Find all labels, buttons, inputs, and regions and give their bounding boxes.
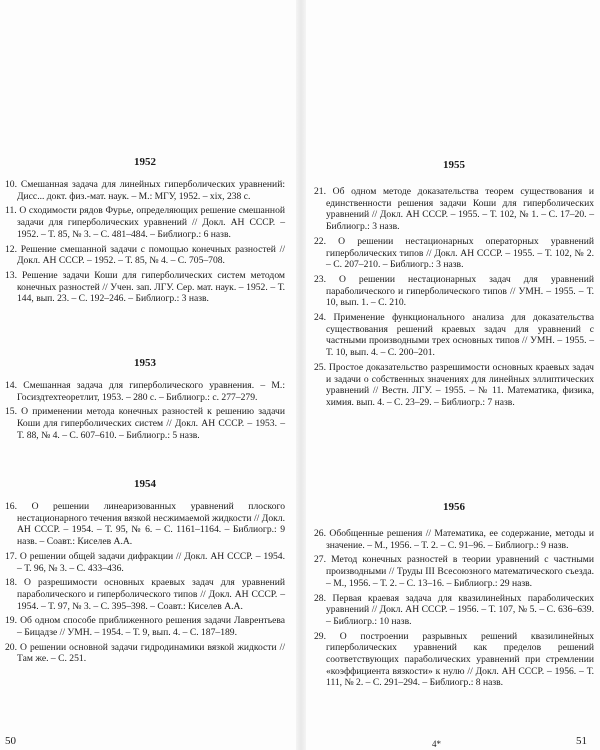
entry-text: Об одном способе приближенного решения задачи Лаврентьева – Бицадзе // УМН. – 1954. – Т. 9, вып. 4. – С. 187–189.: [17, 615, 285, 639]
entry-number: 11.: [5, 205, 17, 217]
entry-number: 17.: [5, 550, 17, 562]
year-heading: 1953: [134, 357, 156, 369]
bib-entry-18: [5, 577, 285, 612]
bib-entry-21: [314, 186, 594, 233]
entry-number: 14.: [5, 380, 17, 391]
entry-number: 10.: [5, 179, 17, 190]
entry-number: 26.: [314, 528, 326, 539]
entry-text: Смешанная задача для линейных гиперболических уравнений: Дисс... докт. физ.-мат. наук. – М.: МГУ, 1952. – xix, 238 с.: [17, 179, 285, 202]
bib-entry-11: [5, 205, 285, 240]
entry-text: О решении нестационарных операторных уравнений гиперболических типов // Докл. АН СССР. – 1955. – Т. 102, № 2. – С. 207–210. – Библиогр.: 3 назв.: [326, 235, 594, 271]
year-heading: 1954: [134, 478, 156, 490]
page-number: 50: [5, 735, 16, 747]
entry-number: 20.: [5, 641, 17, 653]
bib-entry-26: [314, 528, 594, 551]
entry-number: 25.: [314, 361, 326, 373]
entry-text: Простое доказательство разрешимости основных краевых задач и задачи о собственных значениях для линейных эллиптических уравнений // Вестн. ЛГУ. – 1955. – № 11. Математика, физика, химия. вып. 4. – С. 23–29. – Библиогр.: 7 назв.: [326, 361, 594, 408]
entry-number: 18.: [5, 577, 17, 589]
section-1953: [5, 356, 285, 445]
entry-list: [5, 179, 285, 305]
bib-entry-20: [5, 642, 285, 665]
bib-entry-28: [314, 593, 594, 628]
entry-text: Обобщенные решения // Математика, ее содержание, методы и значение. – М., 1956. – Т. 2. – С. 91–96. – Библиогр.: 9 назв.: [326, 528, 594, 551]
year-heading: 1956: [443, 501, 465, 513]
bib-entry-14: [5, 380, 285, 403]
left-page: [5, 0, 285, 750]
bib-entry-24: [314, 312, 594, 359]
entry-list: [5, 501, 285, 665]
entry-text: Применение функционального анализа для доказательства существования решений краевых задач для уравнений с частными производными трех основных типов // УМН. – 1955. – Т. 10, вып. 4. – С. 200–201.: [326, 312, 594, 359]
section-1955: [314, 158, 594, 412]
entry-number: 19.: [5, 615, 17, 627]
entry-number: 28.: [314, 592, 326, 604]
entry-text: Первая краевая задача для квазилинейных параболических уравнений // Докл. АН СССР. – 1956. – Т. 107, № 5. – С. 636–639. – Библиогр.: 10 назв.: [326, 592, 594, 627]
entry-number: 12.: [5, 243, 17, 255]
section-1954: [5, 477, 285, 668]
bib-entry-23: [314, 274, 594, 309]
entry-number: 29.: [314, 630, 326, 642]
signature-mark: 4*: [432, 739, 441, 749]
entry-number: 23.: [314, 273, 326, 285]
bib-entry-15: [5, 406, 285, 441]
entry-text: О построении разрывных решений квазилинейных гиперболических уравнений как пределов решений соответствующих параболических уравнений при стремлении «коэффициента вязкости» к нулю // Докл. АН СССР. – 1956. – Т. 111, № 2. – С. 291–294. – Библиогр.: 8 назв.: [326, 630, 594, 689]
bib-entry-19: [5, 615, 285, 638]
entry-text: О решении линеаризованных уравнений плоского нестационарного течения вязкой несжимаемой жидкости // Докл. АН СССР. – 1954. – Т. 95, № 6. – С. 1161–1164. – Библиогр.: 9 назв. – Соавт.: Киселев А.А.: [17, 501, 285, 548]
entry-text: О применении метода конечных разностей к решению задачи Коши для гиперболических систем // Докл. АН СССР. – 1953. – Т. 88, № 4. – С. 607–610. – Библиогр.: 5 назв.: [17, 406, 285, 441]
entry-text: О решении общей задачи дифракции // Докл. АН СССР. – 1954. – Т. 96, № 3. – С. 433–436.: [17, 550, 285, 574]
entry-text: О решении основной задачи гидродинамики вязкой жидкости // Там же. – С. 251.: [17, 641, 285, 665]
entry-list: [314, 186, 594, 409]
bib-entry-25: [314, 362, 594, 409]
bib-entry-27: [314, 554, 594, 589]
entry-text: Решение смешанной задачи с помощью конечных разностей // Докл. АН СССР. – 1952. – Т. 85, № 4. – С. 705–708.: [17, 243, 285, 267]
page-number: 51: [576, 735, 587, 747]
section-1952: [5, 155, 285, 308]
entry-list: [314, 528, 594, 689]
bib-entry-12: [5, 244, 285, 267]
entry-number: 24.: [314, 312, 326, 324]
entry-text: О сходимости рядов Фурье, определяющих решение смешанной задачи для гиперболических уравнений // Докл. АН СССР. – 1952. – Т. 85, № 3. – С. 481–484. – Библиогр.: 6 назв.: [17, 205, 285, 240]
entry-number: 13.: [5, 269, 17, 281]
entry-text: Решение задачи Коши для гиперболических систем методом конечных разностей // Учен. зап. ЛГУ. Сер. мат. наук. – 1952. – Т. 144, вып. 23. – С. 192–246. – Библиогр.: 3 назв.: [17, 269, 286, 305]
entry-number: 21.: [314, 186, 326, 197]
bib-entry-13: [5, 270, 285, 305]
entry-text: О разрешимости основных краевых задач для уравнений параболического и гиперболического типов // Докл. АН СССР. – 1954. – Т. 97, № 3. – С. 395–398. – Соавт.: Киселев А.А.: [17, 577, 285, 612]
bib-entry-22: [314, 236, 594, 271]
entry-text: Смешанная задача для гиперболического уравнения. – М.: Госиздтехтеоретлит, 1953. – 280 с. – Библиогр.: с. 277–279.: [17, 380, 285, 403]
year-heading: 1955: [443, 159, 465, 171]
bib-entry-29: [314, 631, 594, 690]
section-1956: [314, 500, 594, 692]
entry-text: Об одном методе доказательства теорем существования и единственности решения задачи Коши для гиперболических уравнений // Докл. АН СССР. – 1955. – Т. 102, № 1. – С. 17–20. – Библиогр.: 3 назв.: [326, 186, 594, 233]
bib-entry-16: [5, 501, 285, 548]
year-heading: 1952: [134, 156, 156, 168]
right-page: [314, 0, 594, 750]
entry-number: 15.: [5, 406, 17, 418]
entry-number: 16.: [5, 501, 17, 512]
entry-text: Метод конечных разностей в теории уравнений с частными производными // Труды III Всесоюзного математического съезда. – М., 1956. – Т. 2. – С. 13–16. – Библиогр.: 29 назв.: [326, 554, 594, 589]
bib-entry-17: [5, 551, 285, 574]
bib-entry-10: [5, 179, 285, 202]
entry-text: О решении нестационарных задач для уравнений параболического и гиперболического типов // УМН. – 1955. – Т. 10, вып. 1. – С. 210.: [326, 273, 594, 309]
book-gutter: [296, 0, 306, 750]
entry-list: [5, 380, 285, 442]
entry-number: 27.: [314, 554, 326, 566]
entry-number: 22.: [314, 235, 326, 247]
